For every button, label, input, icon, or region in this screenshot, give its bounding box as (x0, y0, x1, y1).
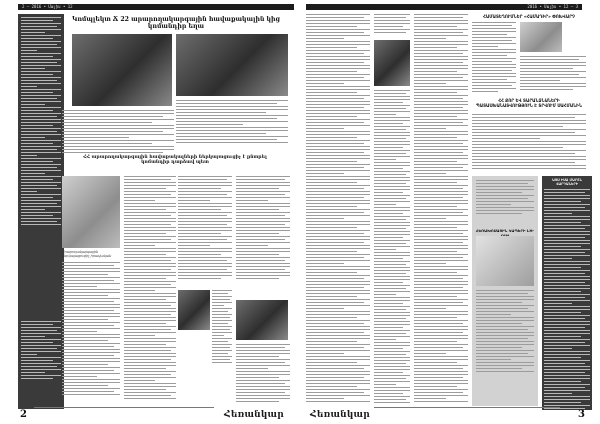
photo-phone-ad (476, 236, 534, 286)
left-sidebar-lower (18, 318, 64, 409)
portrait-caption: Արարողակարգային ներկայացուցիչ իրավական (62, 250, 112, 258)
right-page (300, 0, 600, 424)
left-section-headline: ՀՀ արարողակարգային հավաքակալների ներկայացուցիչ է ընտրել կոմանդիր դարձավ պետ (83, 155, 267, 166)
photo-ceremony (176, 34, 288, 96)
left-footer-logo: Հեռանկար (224, 410, 284, 420)
left-lower-col-4b (236, 344, 290, 406)
left-sidebar-column (18, 14, 64, 320)
right-footer-logo: Հեռանկար (310, 410, 370, 420)
photo-officers-group (72, 34, 172, 106)
right-article-col-3 (414, 14, 468, 406)
left-lower-col-1 (62, 262, 120, 407)
right-ad-title: ՀԵՌԱԽՈՍԱՅԻՆ ԿԱՊԵՐԻ LH- (475, 228, 535, 233)
left-lower-col-3a (178, 176, 232, 286)
right-header-text: 2016 • Մայիս • 12 — 3 (527, 4, 578, 9)
right-article-col-2-top (374, 14, 410, 38)
right-ad-text-top (476, 180, 534, 224)
right-mid-box-title: ՀՀ ՔՈՐ ԵՎ ՏԱՐԱՆՁՆԱՆԵՐԻ ՊԱՏԱՍԽԱՆԱՏՎՈՒԹՅՈՒՆ Է ՏՐՎՈՒՄ ՍԱՀՄԱՆԻՆ (476, 98, 582, 108)
left-page-header-strip (18, 4, 294, 10)
right-top-box-col-2 (520, 56, 586, 94)
right-page-number: 3 (578, 409, 585, 420)
photo-small-soldier (178, 290, 210, 330)
photo-lower-right (236, 300, 288, 340)
left-lower-col-4 (236, 176, 290, 296)
right-page-header-strip (306, 4, 582, 10)
right-article-col-1 (306, 14, 370, 406)
photo-speaker-portrait (62, 176, 120, 248)
left-main-headline: Կոմպլեկտ Ճ 22 արարողակարգային հավաքակալին կից կոմանդիր եղա (72, 16, 280, 31)
photo-top-box (520, 22, 562, 52)
left-lower-col-2 (124, 176, 176, 406)
right-top-box-col-1 (472, 22, 516, 94)
left-footer-rule (34, 407, 214, 420)
right-top-box-title: ՀԱՄԱՏԵՂՈՒՄՆԵՐ «ՀԱՄԱԴԻՐ» ՓՈԽՎԱՐՉ (483, 14, 575, 19)
photo-right-small (374, 40, 410, 86)
left-lower-col-3b (212, 290, 232, 406)
left-header-text: 2 — 2016 • Մայիս • 12 (22, 4, 73, 9)
right-article-col-2 (374, 90, 410, 406)
left-page-number: 2 (20, 409, 27, 420)
right-ad-text-bottom (476, 290, 534, 402)
right-dark-box (542, 176, 592, 410)
right-mid-box-body (472, 114, 586, 172)
right-dark-box-title: ԱՅՍ ԻՍԱ ՄԱՐՏՆ ՎԱՐԴԱՆԵՐԻ (552, 178, 582, 186)
right-footer-rule (374, 407, 560, 420)
